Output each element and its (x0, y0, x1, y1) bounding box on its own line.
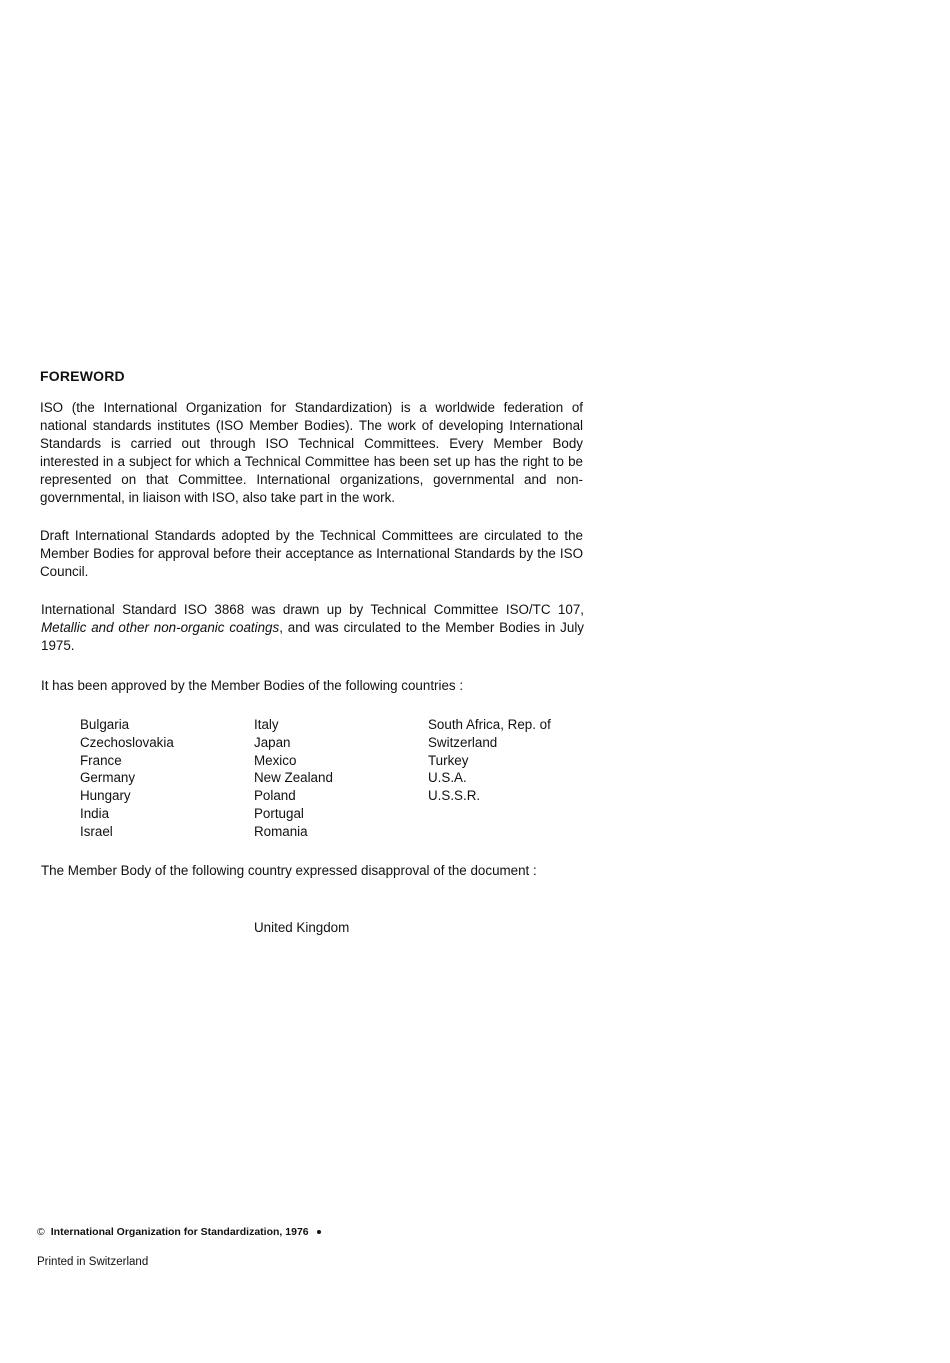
country-item: Portugal (254, 805, 304, 821)
paragraph-3-text-start: International Standard ISO 3868 was drawn up by Technical Committee ISO/TC 107, (41, 602, 584, 617)
committee-title: Metallic and other non-organic coatings (41, 620, 280, 635)
country-item: Hungary (80, 788, 131, 804)
country-item: South Africa, Rep. of (428, 717, 551, 732)
copyright-icon: © (37, 1226, 45, 1238)
country-item: Japan (254, 734, 291, 750)
country-item: Czechoslovakia (80, 734, 174, 750)
disapproval-intro: The Member Body of the following country expressed disapproval of the document : (41, 863, 537, 878)
country-item: Israel (80, 823, 113, 839)
country-item: New Zealand (254, 770, 333, 786)
country-item: U.S.A. (428, 770, 467, 786)
country-item: Germany (80, 770, 136, 786)
approving-countries-column-1 (80, 716, 174, 841)
country-item: Italy (254, 717, 279, 732)
approving-countries-column-2 (254, 716, 333, 841)
country-item: India (80, 805, 110, 821)
printed-in-note: Printed in Switzerland (37, 1256, 149, 1268)
approval-intro: It has been approved by the Member Bodies of the following countries : (41, 678, 464, 693)
foreword-paragraph-2: Draft International Standards adopted by the Technical Committees are circulated to the Member Bodies for approval before their acceptance as International Standards by the ISO Council. (40, 528, 583, 579)
foreword-paragraph-1: ISO (the International Organization for Standardization) is a worldwide federation of national standards institutes (ISO Member Bodies). The work of developing International Standards is carried out through ISO Technical Committees. Every Member Body interested in a subject for which a Technical Committee has been set up has the right to be represented on that Committee. International organizations, governmental and non-governmental, in liaison with ISO, also take part in the work. (40, 400, 583, 505)
country-item: Romania (254, 823, 308, 839)
disapproving-country: United Kingdom (254, 920, 350, 935)
foreword-paragraph-3 (41, 601, 584, 655)
copyright-text: International Organization for Standardization, 1976 (50, 1226, 309, 1238)
country-item: Turkey (428, 752, 469, 768)
country-item: Bulgaria (80, 717, 130, 732)
copyright-notice (37, 1225, 321, 1239)
country-item: U.S.S.R. (428, 788, 481, 804)
bullet-dot-icon (317, 1230, 321, 1234)
approving-countries-column-3 (428, 716, 551, 805)
country-item: France (80, 752, 122, 768)
paragraph-3-text-end: , and was circulated to the Member Bodies in July 1975. (41, 620, 584, 653)
country-item: Poland (254, 788, 296, 804)
country-item: Switzerland (428, 734, 498, 750)
foreword-heading: FOREWORD (40, 368, 125, 384)
country-item: Mexico (254, 752, 297, 768)
